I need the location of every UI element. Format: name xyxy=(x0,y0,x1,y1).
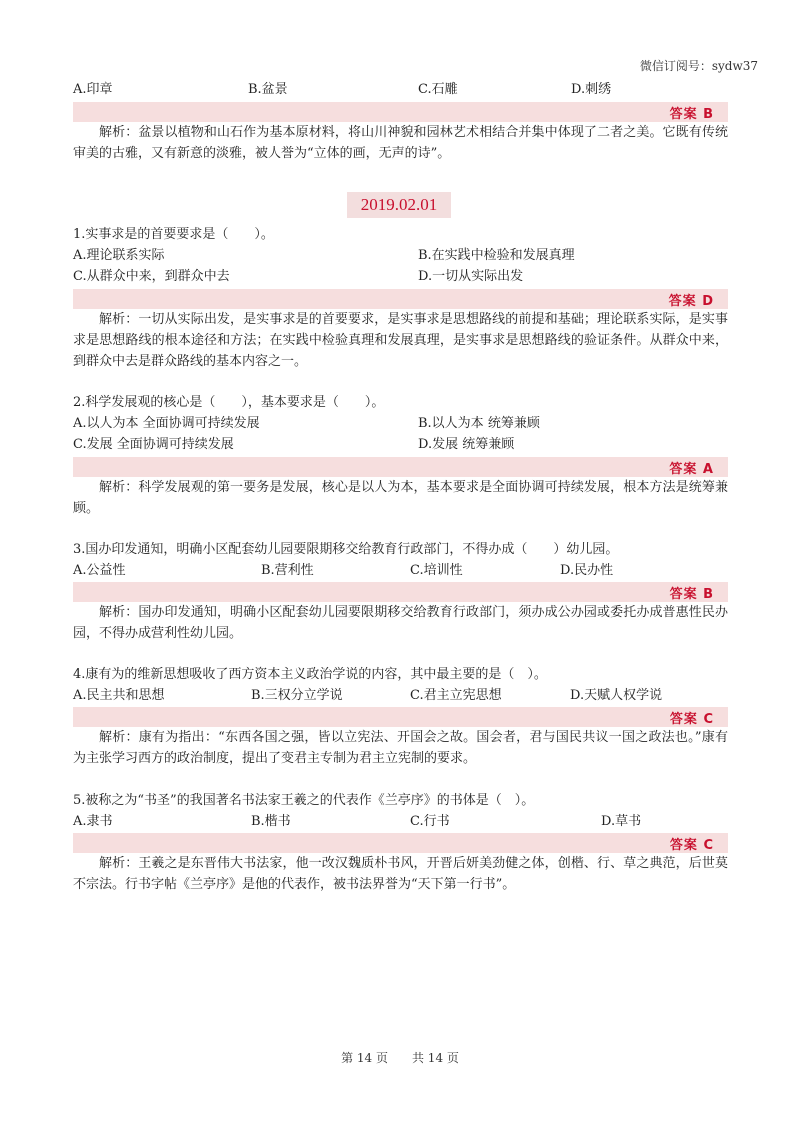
answer-bar xyxy=(73,102,728,122)
option-c: C.石雕 xyxy=(418,82,458,97)
answer-bar xyxy=(73,707,728,727)
option-b: B.在实践中检验和发展真理 xyxy=(418,248,575,263)
option-c: C.行书 xyxy=(410,814,450,829)
option-a: A.理论联系实际 xyxy=(73,248,165,263)
option-a: A.以人为本 全面协调可持续发展 xyxy=(73,416,260,431)
answer-label: 答案 C xyxy=(669,712,714,727)
answer-bar xyxy=(73,457,728,477)
option-a: A.隶书 xyxy=(73,814,113,829)
wechat-id: 微信订阅号：sydw37 xyxy=(639,59,758,73)
answer-bar xyxy=(73,289,728,309)
option-a: A.印章 xyxy=(73,82,113,97)
answer-bar xyxy=(73,833,728,853)
answer-label: 答案 C xyxy=(669,838,714,853)
explanation: 解析：国办印发通知，明确小区配套幼儿园要限期移交给教育行政部门，须办成公办园或委托办成普惠性民办园，不得办成营利性幼儿园。 xyxy=(73,605,728,641)
option-c: C.从群众中来，到群众中去 xyxy=(73,269,230,284)
question-stem: 3.国办印发通知，明确小区配套幼儿园要限期移交给教育行政部门，不得办成（ ）幼儿园。 xyxy=(73,542,619,557)
option-a: A.民主共和思想 xyxy=(73,688,165,703)
option-c: C.发展 全面协调可持续发展 xyxy=(73,437,234,452)
page-footer: 第 14 页 共 14 页 xyxy=(341,1051,459,1065)
option-d: D.草书 xyxy=(601,814,642,829)
answer-label: 答案 B xyxy=(669,587,714,602)
option-d: D.一切从实际出发 xyxy=(418,269,524,284)
answer-bar xyxy=(73,582,728,602)
explanation: 解析：一切从实际出发，是实事求是的首要要求，是实事求是思想路线的前提和基础；理论联系实际，是实事求是思想路线的根本途径和方法；在实践中检验真理和发展真理，是实事求是思想路线的验证条件。从群众中来，到群众中去是群众路线的基本内容之一。 xyxy=(73,312,728,369)
option-a: A.公益性 xyxy=(73,563,126,578)
option-d: D.民办性 xyxy=(560,563,614,578)
question-stem: 1.实事求是的首要要求是（ ）。 xyxy=(73,227,274,242)
option-b: B.楷书 xyxy=(251,814,291,829)
option-b: B.以人为本 统筹兼顾 xyxy=(418,416,540,431)
answer-label: 答案 A xyxy=(669,462,714,477)
question-stem: 5.被称之为“书圣”的我国著名书法家王羲之的代表作《兰亭序》的书体是（ ）。 xyxy=(73,793,535,808)
date-title: 2019.02.01 xyxy=(347,192,451,218)
option-b: B.营利性 xyxy=(261,563,314,578)
option-b: B.三权分立学说 xyxy=(251,688,343,703)
explanation: 解析：王羲之是东晋伟大书法家，他一改汉魏质朴书风，开晋后妍美劲健之体，创楷、行、草之典范，后世莫不宗法。行书字帖《兰亭序》是他的代表作，被书法界誉为“天下第一行书”。 xyxy=(73,856,728,892)
explanation: 解析：科学发展观的第一要务是发展，核心是以人为本，基本要求是全面协调可持续发展，根本方法是统筹兼顾。 xyxy=(73,480,728,516)
option-c: C.培训性 xyxy=(410,563,463,578)
answer-label: 答案 D xyxy=(668,294,714,309)
option-d: D.发展 统筹兼顾 xyxy=(418,437,515,452)
option-c: C.君主立宪思想 xyxy=(410,688,502,703)
option-b: B.盆景 xyxy=(248,82,288,97)
explanation: 解析：康有为指出：“东西各国之强，皆以立宪法、开国会之故。国会者，君与国民共议一国之政法也。”康有为主张学习西方的政治制度，提出了变君主专制为君主立宪制的要求。 xyxy=(73,730,728,766)
option-d: D.刺绣 xyxy=(571,82,612,97)
answer-label: 答案 B xyxy=(669,107,714,122)
question-stem: 4.康有为的维新思想吸收了西方资本主义政治学说的内容，其中最主要的是（ ）。 xyxy=(73,667,547,682)
explanation: 解析：盆景以植物和山石作为基本原材料，将山川神貌和园林艺术相结合并集中体现了二者之美。它既有传统审美的古雅，又有新意的淡雅，被人誉为“立体的画，无声的诗”。 xyxy=(73,125,728,161)
option-d: D.天赋人权学说 xyxy=(570,688,663,703)
question-stem: 2.科学发展观的核心是（ ），基本要求是（ ）。 xyxy=(73,395,385,410)
